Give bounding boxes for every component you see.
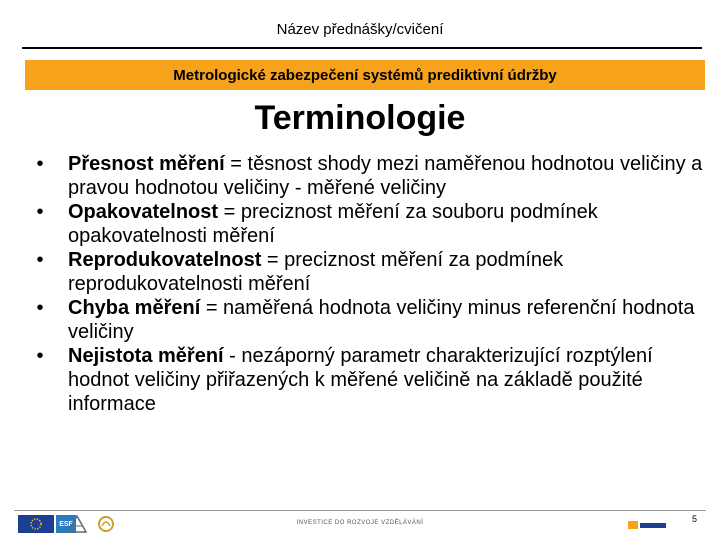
term: Chyba měření	[68, 297, 201, 319]
definition: = těsnost shody mezi naměřenou hodnotou veličiny a pravou hodnotou veličiny - měřené veličiny	[68, 153, 703, 199]
bullet-icon: •	[36, 249, 44, 271]
slide-heading: Terminologie	[254, 99, 466, 137]
course-banner-text: Metrologické zabezpečení systémů prediktivní údržby	[173, 66, 557, 84]
university-logo-icon	[628, 518, 668, 532]
list-item	[30, 296, 705, 344]
definition-list	[30, 152, 705, 416]
lecture-title: Název přednášky/cvičení	[276, 21, 444, 38]
page-number: 5	[692, 514, 698, 524]
bullet-icon: •	[36, 201, 44, 223]
bullet-icon: •	[36, 153, 44, 175]
term: Přesnost měření	[68, 153, 225, 175]
definition: = preciznost měření za podmínek reprodukovatelnosti měření	[68, 249, 564, 295]
definition: = naměřená hodnota veličiny minus referenční hodnota veličiny	[68, 297, 695, 343]
footer-divider	[14, 510, 706, 511]
list-item	[30, 248, 705, 296]
bullet-icon: •	[36, 297, 44, 319]
term: Reprodukovatelnost	[68, 249, 262, 271]
definition: - nezáporný parametr charakterizující rozptýlení hodnot veličiny přiřazených k měřené veličině na základě použité informace	[68, 345, 653, 415]
course-banner	[25, 60, 705, 90]
list-item	[30, 344, 705, 416]
title-divider	[22, 47, 702, 49]
term: Nejistota měření	[68, 345, 224, 367]
list-item	[30, 152, 705, 200]
list-item	[30, 200, 705, 248]
definition: = preciznost měření za souboru podmínek opakovatelnosti měření	[68, 201, 598, 247]
footer-text: INVESTICE DO ROZVOJE VZDĚLÁVÁNÍ	[296, 520, 424, 526]
bullet-icon: •	[36, 345, 44, 367]
term: Opakovatelnost	[68, 201, 219, 223]
esf-logo-icon: ESF	[56, 515, 76, 533]
